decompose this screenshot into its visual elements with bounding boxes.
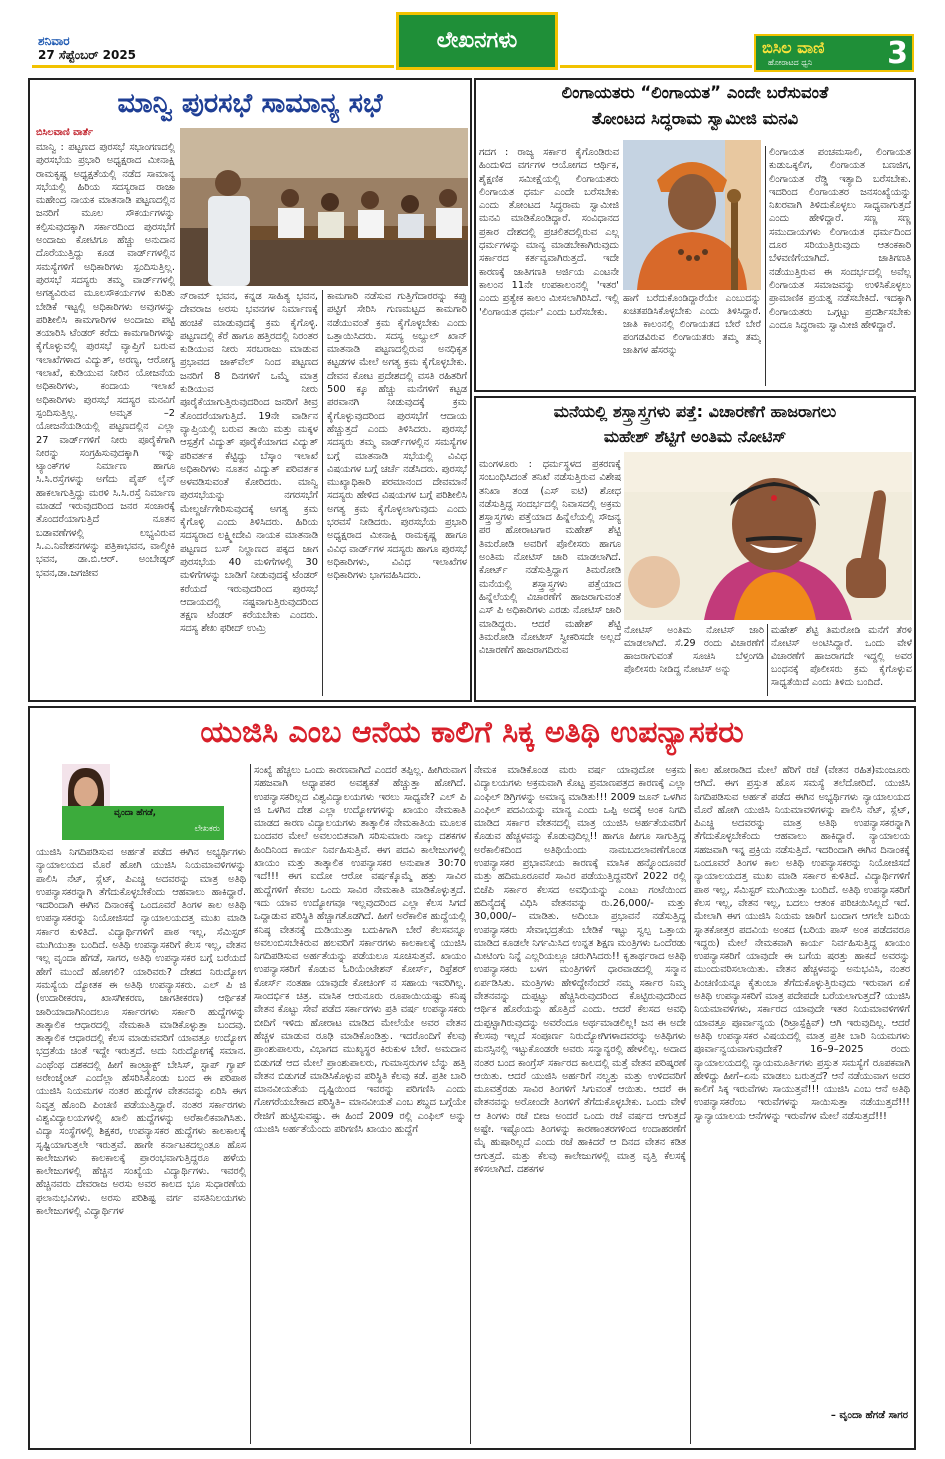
story-lingayat-col3: ಲಿಂಗಾಯತ ಪಂಚಮಸಾಲಿ, ಲಿಂಗಾಯತ ಕುಡುಒಕ್ಕಲಿಗ, ಲಿಂಗಾಯತ ಬಣಜಿಗ, ಲಿಂಗಾಯತ ರೆಡ್ಡಿ ಇತ್ಯಾದಿ ಬರೆಸಬೇಕು. ಇದರಿಂದ ಲಿಂಗಾಯತರ ಜನಸಂಖ್ಯೆಯನ್ನು ನಿಖರವಾಗಿ ತಿಳಿದುಕೊಳ್ಳಲು ಸಾಧ್ಯವಾಗುತ್ತದೆ ಎಂದು ಹೇಳಿದ್ದಾರೆ. ಸಣ್ಣ ಸಣ್ಣ ಸಮುದಾಯಗಳು ಲಿಂಗಾಯತ ಧರ್ಮದಿಂದ ದೂರ ಸರಿಯುತ್ತಿರುವುದು ಆತಂಕಕಾರಿ ಬೆಳವಣಿಗೆಯಾಗಿದೆ. ಜಾತಿಗಣತಿ ನಡೆಯುತ್ತಿರುವ ಈ ಸಂದರ್ಭದಲ್ಲಿ ಅವೆಲ್ಲ ಲಿಂಗಾಯತ ಸಮಾಜವನ್ನು ಉಳಿಸಿಕೊಳ್ಳಲು ಪ್ರಾಮಾಣಿಕ ಪ್ರಯತ್ನ ನಡೆಸಬೇಕಿದೆ. ಇದಕ್ಕಾಗಿ ಲಿಂಗಾಯತರು ಒಗ್ಗಟ್ಟು ಪ್ರದರ್ಶಿಸಬೇಕು ಎಂದೂ ಸಿದ್ಧರಾಮ ಸ್ವಾಮೀಜಿ ಹೇಳಿದ್ದಾರೆ. — [769, 147, 911, 331]
column-divider — [250, 764, 251, 1444]
page-header — [0, 0, 945, 78]
column-divider — [767, 624, 768, 696]
story-manvi-col2: ನ್‌ರಾಮ್ ಭವನ, ಕನ್ನಡ ಸಾಹಿತ್ಯ ಭವನ, ದೇವರಾಜ ಅರಸು ಭವನಗಳ ನಿರ್ಮಾಣಕ್ಕೆ ಹಂಚಿಕೆ ಮಾಡುವುದಕ್ಕೆ ಕ್ರಮ ಕೈಗೊಳ್ಳಿ. ಪಟ್ಟಣದಲ್ಲಿ ಕೆರೆ ಹಾಗೂ ಹತ್ತಿರದಲ್ಲಿ ನಿರಂತರ ಕುಡಿಯುವ ನೀರು ಸರಬರಾಜು ಮಾಡುವ ಪ್ರಭಾವದ ಜಾಕ್‌ವೆಲ್ ನಿಂದ ಪಟ್ಟಣದ ಜನರಿಗೆ 8 ದಿನಗಳಿಗೆ ಒಮ್ಮೆ ಮಾತ್ರ ಕುಡಿಯುವ ನೀರು ಪೂರೈಕೆಯಾಗುತ್ತಿರುವುದರಿಂದ ಜನರಿಗೆ ತೀವ್ರ ತೊಂದರೆಯಾಗುತ್ತಿದೆ. 19ನೇ ವಾರ್ಡಿನ ವ್ಯಾಪ್ತಿಯಲ್ಲಿ ಬರುವ ತಾಯಿ ಮತ್ತು ಮಕ್ಕಳ ಆಸ್ಪತ್ರೆಗೆ ವಿದ್ಯುತ್ ಪೂರೈಕೆಯಾಗದ ವಿದ್ಯುತ್ ಪರಿವರ್ತಕ ಕೆಟ್ಟಿದ್ದು ಬೆಸ್ಕಾಂ ಇಲಾಖೆ ಅಧಿಕಾರಿಗಳು ನೂತನ ವಿದ್ಯುತ್ ಪರಿವರ್ತಕ ಅಳವಡಿಸುವಂತೆ ಕೋರಿದರು. ಮಾನ್ವಿ ಪುರಸಭೆಯನ್ನು ನಗರಸಭೆಗೆ ಮೇಲ್ದರ್ಜೆಗೇರಿಸುವುದಕ್ಕೆ ಅಗತ್ಯ ಕ್ರಮ ಕೈಗೊಳ್ಳಿ ಎಂದು ತಿಳಿಸಿದರು. ಹಿರಿಯ ಸದಸ್ಯರಾದ ಲಕ್ಷ್ಮೀದೇವಿ ನಾಯಕ ಮಾತನಾಡಿ ಪಟ್ಟಣದ ಬಸ್ ನಿಲ್ದಾಣದ ಪಕ್ಕದ ಜಾಗ ಪುರಸಭೆಯ 40 ಮಳಿಗೆಗಳಲ್ಲಿ 30 ಮಳಿಗೆಗಳನ್ನು ಬಾಡಿಗೆ ನೀಡುವುದಕ್ಕೆ ಟೆಂಡರ್ ಕರೆಯದೆ ಇರುವುದರಿಂದ ಪುರಸಭೆ ಆದಾಯದಲ್ಲಿ ನಷ್ಟವಾಗುತ್ತಿರುವುದರಿಂದ ತಕ್ಷಣ ಟೆಂಡರ್ ಕರೆಯಬೇಕು ಎಂದರು. ಸದಸ್ಯ ಶೇಖ ಫರೀದ್ ಉಮ್ರಿ — [180, 291, 318, 635]
mahesh-shetty-photo — [624, 452, 912, 620]
story-ugc-col2: ಸಂಖ್ಯೆ ಹೆಚ್ಚಲು ಒಂದು ಕಾರಣವಾಗಿದೆ ಎಂದರೆ ತಪ್ಪಿಲ್ಲ. ಹೀಗಿರುವಾಗ ಸಹಜವಾಗಿ ಅಧ್ಯಾಪಕರ ಅವಶ್ಯಕತೆ ಹೆಚ್ಚುತ್ತಾ ಹೋಗಿದೆ. ಉಪನ್ಯಾಸಕರಿಲ್ಲದ ವಿಶ್ವವಿದ್ಯಾಲಯಗಳು ಇರಲು ಸಾಧ್ಯವೇ? ಎಲ್ ಪಿ ಜಿ ಒಳಗಿನ ದೇಶ ಎಲ್ಲಾ ಉದ್ಯೋಗಗಳನ್ನು ಖಾಯಂ ನೇಮಕಾತಿ ಮಾಡದ ಕಾರಣ ವಿದ್ಯಾಲಯಗಳು ತಾತ್ಕಾಲಿಕ ನೇಮಕಾತಿಯ ಮೂಲಕ ಬಂದವರ ಮೇಲೆ ಅವಲಂಬಿತವಾಗಿ ಸರಿಸುಮಾರು ನಾಲ್ಕು ದಶಕಗಳ ಹಿಂದಿನಿಂದ ಕಾರ್ಯ ನಿರ್ವಹಿಸುತ್ತಿವೆ. ಈಗ ಪದವಿ ಕಾಲೇಜುಗಳಲ್ಲಿ ಖಾಯಂ ಮತ್ತು ತಾತ್ಕಾಲಿಕ ಉಪನ್ಯಾಸಕರ ಅನುಪಾತ 30:70 ಇದೆ!!! ಈಗ ಐದೋ ಆರೋ ವರ್ಷಕ್ಕೊಮ್ಮೆ ಹತ್ತು ಸಾವಿರ ಹುದ್ದೆಗಳಿಗೆ ಕೇವಲ ಒಂದು ಸಾವಿರ ನೇಮಕಾತಿ ಮಾಡಿಕೊಳ್ಳುತ್ತದೆ. ಇದು ಯಾವ ಉದ್ಯೋಗವೂ ಇಲ್ಲವುದರಿಂದ ಎಲ್ಲಾ ಕೆಲಸ ಸಿಗದೆ ಒದ್ದಾಡುವ ಪರಿಸ್ಥಿತಿ ಹೆಚ್ಚಾಗತೊಡಗಿದೆ. ಹೀಗೆ ಅರೆಕಾಲಿಕ ಹುದ್ದೆಯಲ್ಲಿ ಕನಿಷ್ಠ ವೇತನಕ್ಕೆ ದುಡಿಯುತ್ತಾ ಬದುಕಿಗಾಗಿ ಬೇರೆ ಕೆಲಸವನ್ನೂ ಅವಲಂಬಿಸಬೇಕಿರುವ ಹಲವರಿಗೆ ಸರ್ಕಾರಗಳು ಕಾಲಕಾಲಕ್ಕೆ ಯುಜಿಸಿ ನಿಗದಿಪಡಿಸುವ ಅರ್ಹತೆಯನ್ನು ಪಡೆಯಲೂ ಸೂಚಿಸುತ್ತವೆ. ಖಾಯಂ ಉಪನ್ಯಾಸಕರಿಗೆ ಕೊಡುವ ಓರಿಯೆಂಟೇಶನ್ ಕೋರ್ಸ್, ರಿಫ್ರೆಶರ್ ಕೋರ್ಸ್ ನಂತಹಾ ಯಾವುದೇ ಕೋಚಿಂಗ್ ನ ಸಹಾಯ ಇವರಿಗಿಲ್ಲ. ಸಾಂದರ್ಭಿಕ ಚಿತ್ರ. ಮಾಸಿಕ ಆರುನೂರು ರೂಪಾಯಿಯಷ್ಟು ಕನಿಷ್ಠ ವೇತನ ಕೊಟ್ಟು ಸೇವೆ ಪಡೆದ ಸರ್ಕಾರಗಳು ಪ್ರತಿ ವರ್ಷ ಉಪನ್ಯಾಸಕರು ಬೀದಿಗೆ ಇಳಿದು ಹೋರಾಟ ಮಾಡಿದ ಮೇಲೆಯೇ ಅವರ ವೇತನ ಹೆಚ್ಚಳ ಮಾಡುವ ರೂಢಿ ಮಾಡಿಕೊಂಡಿತ್ತು. ಇದರೊಂದಿಗೆ ಕೆಲವು ಪ್ರಾಂಶುಪಾಲರು, ವಿಭಾಗದ ಮುಖ್ಯಸ್ಥರ ಕಿರುಕುಳ ಬೇರೆ. ಅಮದಾನ ಬಿಡುಗಡೆ ಆದ ಮೇಲೆ ಪ್ರಾಂಶುಪಾಲರು, ಗುಮಾಸ್ತರುಗಳ ಬೆನ್ನು ಹತ್ತಿ ವೇತನ ಬಿಡುಗಡೆ ಮಾಡಿಸಿಕೊಳ್ಳುವ ಪರಿಸ್ಥಿತಿ ಕೆಲವು ಕಡೆ. ಪ್ರತೀ ಬಾರಿ ಮಾನವೀಯತೆಯ ದೃಷ್ಟಿಯಿಂದ ಇವರನ್ನು ಪರಿಗಣಿಸಿ ಎಂದು ಗೋಗರೆಯಬೇಕಾದ ಪರಿಸ್ಥಿತಿ– ಮಾನವೀಯತೆ ಎಂಬ ಶಬ್ದದ ಬಗ್ಗೆಯೇ ರೇಜಿಗೆ ಹುಟ್ಟಿಸುವಷ್ಟು. ಈ ಹಿಂದೆ 2009 ರಲ್ಲಿ ಎಂಫಿಲ್ ಅನ್ನು ಯುಜಿಸಿ ಅರ್ಹತೆಯೆಂದು ಪರಿಗಣಿಸಿ ಖಾಯಂ ಹುದ್ದೆಗೆ — [254, 765, 466, 1136]
story-mahesh-headline-1: ಮನೆಯಲ್ಲಿ ಶಸ್ತ್ರಾಸ್ತ್ರಗಳು ಪತ್ತೆ: ವಿಚಾರಣೆಗೆ ಹಾಜರಾಗಲು — [553, 402, 837, 421]
column-divider — [690, 764, 691, 1444]
brand-name: ಬಿಸಿಲ ವಾಣಿ — [762, 38, 825, 57]
story-lingayat-col2: ಹಾಗೆ ಬರೆದುಕೊಂಡಿದ್ದಾರೆಯೇ ಎಂಬುದನ್ನು ಖಚಿತಪಡಿಸಿಕೊಳ್ಳಬೇಕು ಎಂದು ತಿಳಿಸಿದ್ದಾರೆ. ಜಾತಿ ಕಾಲಂನಲ್ಲಿ ಲಿಂಗಾಯತದ ಬೇರೆ ಬೇರೆ ಪಂಗಡವಿರುವ ಲಿಂಗಾಯತರು ತಮ್ಮ ತಮ್ಮ ಜಾತಿಗಳ ಹೆಸರನ್ನು — [623, 293, 761, 356]
story-ugc-col4: ಕಾಲ ಹೋರಾಡಿದ ಮೇಲೆ ಹೆರಿಗೆ ರಜೆ (ವೇತನ ರಹಿತ)ಮಂಜೂರು ಆಗಿದೆ. ಈಗ ಪ್ರಸ್ತುತ ಹೊಸ ಸಮಸ್ಯೆ ತಲೆದೋರಿದೆ. ಯುಜಿಸಿ ನಿಗದಿಪಡಿಸುವ ಅರ್ಹತೆ ಪಡೆದ ಈಗಿನ ಅಭ್ಯರ್ಥಿಗಳು ನ್ಯಾಯಾಲಯದ ಮೊರೆ ಹೋಗಿ ಯುಜಿಸಿ ನಿಯಮಾವಳಿಗಳನ್ನು ಪಾಲಿಸಿ ನೆಟ್, ಸ್ಲೆಟ್, ಪಿಎಚ್ಡಿ ಅದವರನ್ನು ಮಾತ್ರ ಅತಿಥಿ ಉಪನ್ಯಾಸಕರನ್ನಾಗಿ ತೆಗೆದುಕೊಳ್ಳಬೇಕೆಂದು ಆಹವಾಲು ಹಾಕಿದ್ದಾರೆ. ನ್ಯಾಯಾಲಯ ಸಹಜವಾಗಿ ಇನ್ನ ಪ್ರಕ್ರಿಯ ನಡೆಸುತ್ತಿದೆ. ಇದರಿಂದಾಗಿ ಈಗಿನ ದಿನಾಂಕಕ್ಕೆ ಒಂದೂವರೆ ತಿಂಗಳ ಕಾಲ ಅತಿಥಿ ಉಪನ್ಯಾಸಕರನ್ನು ನಿಯೋಜಿಸದೆ ನ್ಯಾಯಾಲಯದತ್ತ ಮುಖ ಮಾಡಿ ಸರ್ಕಾರ ಕುಳಿತಿದೆ. ವಿದ್ಯಾರ್ಥಿಗಳಿಗೆ ಪಾಠ ಇಲ್ಲ, ಸೆಮಿಸ್ಟರ್ ಮುಗಿಯುತ್ತಾ ಬಂದಿದೆ. ಅತಿಥಿ ಉಪನ್ಯಾಸಕರಿಗೆ ಕೆಲಸ ಇಲ್ಲ, ವೇತನ ಇಲ್ಲ, ಬದಲು ಆತಂಕ ಪರಿಚಯಿಸಿಲ್ಲದೆ ಇದೆ. ಮೇಲಾಗಿ ಈಗ ಯುಜಿಸಿ ನಿಯಮ ಜಾರಿಗೆ ಬಂದಾಗ ಆಗಲೇ ಬರಿಯ ಸ್ನಾತಕೋತ್ತರ ಪದವಿಯ ಅಂಕದ (ಬರಿಯ ಪಾಸ್ ಅಂಕ ಪಡೆದವರೂ ಇದ್ದರು) ಮೇಲೆ ನೇಮಕವಾಗಿ ಕಾರ್ಯ ನಿರ್ವಹಿಸುತ್ತಿದ್ದ ಖಾಯಂ ಉಪನ್ಯಾಸಕರಿಗೆ ಯಾವುದೇ ಈ ಬಗೆಯ ಷರತ್ತು ಹಾಕದೆ ಅವರನ್ನು ಮುಂದುವರಿಸಲಾಯಿತು. ವೇತನ ಹೆಚ್ಚಳವನ್ನು ಅನುಭವಿಸಿ, ನಂತರ ಪಿಂಚಣಿಯನ್ನೂ ಕೈತುಂಬಾ ತೆಗೆದುಕೊಳ್ಳುತ್ತಿರುವುದು ಇರುವಾಗ ಏಕೆ ಅತಿಥಿ ಉಪನ್ಯಾಸಕರಿಗೆ ಮಾತ್ರ ಪದೇಪದೇ ಬರೆಯಲಾಗುತ್ತದೆ? ಯುಜಿಸಿ ನಿಯಮಾವಳಿಗಳು, ಸರ್ಕಾರದ ಯಾವುದೇ ಇತರ ನಿಯಮಾವಳಿಗಳಿಗೆ ಯಾವತ್ತೂ ಪೂರ್ವಾನ್ವಯ (ರಿಟ್ರಾಸ್ಪೆಕ್ಟಿವ್) ಆಗಿ ಇರುವುದಿಲ್ಲ. ಆದರೆ ಅತಿಥಿ ಉಪನ್ಯಾಸಕರ ವಿಷಯದಲ್ಲಿ ಮಾತ್ರ ಪ್ರತೀ ಬಾರಿ ನಿಯಮಗಳು ಪೂರ್ವಾನ್ವಯವಾಗುವುದೇಕೆ? 16–9–2025 ರಂದು ನ್ಯಾಯಾಲಯದಲ್ಲಿ ನ್ಯಾಯಮೂರ್ತಿಗಳು ಪ್ರಸ್ತುತ ಸಮಸ್ಯೆಗೆ ರೂಪಕವಾಗಿ ಹೇಳಿದ್ದು ಹೀಗೆ–ಏನು ಮಾಡಲು ಬರುತ್ತದೆ? ಆನೆ ನಡೆಯುವಾಗ ಅದರ ಕಾಲಿಗೆ ಸಿಕ್ಕ ಇರುವೆಗಳು ಸಾಯುತ್ತವೆ!!! ಯುಜಿಸಿ ಎಂಬ ಆನೆ ಅತಿಥಿ ಉಪನ್ಯಾಸಕರೆಂಬ ಇರುವೆಗಳನ್ನು ಸಾಯಿಸುತ್ತಾ ನಡೆಯುತ್ತದೆ!!!ಸ್ವಾನ್ಯಾಯಾಲಯ ಆನೆಗಳನ್ನು ಇರುವೆಗಳ ಮೇಲೆ ನಡೆಸುತ್ತದೆ!!! — [694, 765, 910, 1122]
story-lingayat-col1: ಗದಗ : ರಾಜ್ಯ ಸರ್ಕಾರ ಕೈಗೊಂಡಿರುವ ಹಿಂದುಳಿದ ವರ್ಗಗಳ ಆಯೋಗದ ಆರ್ಥಿಕ, ಶೈಕ್ಷಣಿಕ ಸಮೀಕ್ಷೆಯಲ್ಲಿ ಲಿಂಗಾಯತರು ಲಿಂಗಾಯತ ಧರ್ಮ ಎಂದೇ ಬರೆಸಬೇಕು ಎಂದು ತೋಂಟದ ಸಿದ್ಧರಾಮ ಸ್ವಾಮೀಜಿ ಮನವಿ ಮಾಡಿಕೊಂಡಿದ್ದಾರೆ. ಸಂವಿಧಾನದ ಪ್ರಕಾರ ದೇಶದಲ್ಲಿ ಪ್ರಚಲಿತದಲ್ಲಿರುವ ಎಲ್ಲ ಧರ್ಮಗಳನ್ನು ಮಾನ್ಯ ಮಾಡಬೇಕಾಗಿರುವುದು ಸರ್ಕಾರದ ಕರ್ತವ್ಯವಾಗಿರುತ್ತದೆ. ಇದೇ ಕಾರಣಕ್ಕೆ ಜಾತಿಗಣತಿ ಅರ್ಜಿಯ ಎಂಟನೇ ಕಾಲಂನ 11ನೇ ಉಪಕಾಲಂನಲ್ಲಿ 'ಇತರ' ಎಂದು ಪ್ರತ್ಯೇಕ ಕಾಲಂ ಮೀಸಲಾಗಿರಿಸಿದೆ. ಇಲ್ಲಿ 'ಲಿಂಗಾಯತ ಧರ್ಮ' ಎಂದು ಬರೆಸಬೇಕು. — [479, 147, 619, 318]
column-divider — [765, 146, 766, 386]
header-rule-right — [560, 65, 752, 68]
story-lingayat-headline-1: ಲಿಂಗಾಯತರು “ಲಿಂಗಾಯತ” ಎಂದೇ ಬರೆಸುವಂತೆ — [561, 83, 829, 102]
column-divider — [470, 764, 471, 1444]
issue-date-text: 27 ಸೆಪ್ಟೆಂಬರ್ 2025 — [38, 48, 137, 62]
author-name: ವೃಂದಾ ಹೆಗಡೆ, — [114, 808, 157, 818]
page-number: 3 — [887, 36, 908, 71]
author-role: ಲೇಖಕರು — [194, 824, 220, 834]
section-title: ಲೇಖನಗಳು — [396, 12, 558, 70]
brand-tagline: ಹೋರಾಟದ ಧ್ವನಿ — [768, 58, 813, 67]
issue-date — [38, 34, 136, 62]
swamiji-photo — [623, 140, 761, 290]
story-mahesh-col2: ನೋಟಿಸ್ ಅಂತಿಮ ನೋಟಿಸ್ ಜಾರಿ ಮಾಡಲಾಗಿದೆ. ಸೆ.29 ರಂದು ವಿಚಾರಣೆಗೆ ಹಾಜರಾಗುವಂತೆ ಸೂಚಿಸಿ ಬೆಳ್ತಂಗಡಿ ಪೊಲೀಸರು ನೀಡಿದ್ದ ನೋಟಿಸ್ ಅನ್ನು — [624, 625, 764, 675]
story-ugc-col1: ಯುಜಿಸಿ ನಿಗದಿಪಡಿಸುವ ಅರ್ಹತೆ ಪಡೆದ ಈಗಿನ ಅಭ್ಯರ್ಥಿಗಳು ನ್ಯಾಯಾಲಯದ ಮೊರೆ ಹೋಗಿ ಯುಜಿಸಿ ನಿಯಮಾವಳಿಗಳನ್ನು ಪಾಲಿಸಿ ನೆಟ್, ಸ್ಲೆಟ್, ಪಿಎಚ್ಡಿ ಅದವರನ್ನು ಮಾತ್ರ ಅತಿಥಿ ಉಪನ್ಯಾಸಕರನ್ನಾಗಿ ತೆಗೆದುಕೊಳ್ಳಬೇಕೆಂದು ಆಹವಾಲು ಹಾಕಿದ್ದಾರೆ. ಇದರಿಂದಾಗಿ ಈಗಿನ ದಿನಾಂಕಕ್ಕೆ ಒಂದೂವರೆ ತಿಂಗಳ ಕಾಲ ಅತಿಥಿ ಉಪನ್ಯಾಸಕರನ್ನು ನಿಯೋಜಿಸದೆ ನ್ಯಾಯಾಲಯದತ್ತ ಮುಖ ಮಾಡಿ ಸರ್ಕಾರ ಕುಳಿತಿದೆ. ವಿದ್ಯಾರ್ಥಿಗಳಿಗೆ ಪಾಠ ಇಲ್ಲ, ಸೆಮಿಸ್ಟರ್ ಮುಗಿಯುತ್ತಾ ಬಂದಿದೆ. ಅತಿಥಿ ಉಪನ್ಯಾಸಕರಿಗೆ ಕೆಲಸ ಇಲ್ಲ, ವೇತನ ಇಲ್ಲ ವೃಂದಾ ಹೆಗಡೆ, ಸಾಗರ, ಅತಿಥಿ ಉಪನ್ಯಾಸಕರ ಬಗ್ಗೆ ಬರೆಯದೆ ಹೇಗೆ ಮುಂದೆ ಹೋಗಲಿ? ಯಾರಿವರು? ದೇಶದ ನಿರುದ್ಯೋಗ ಸಮಸ್ಯೆಯ ದ್ಯೋತಕ ಈ ಅತಿಥಿ ಉಪನ್ಯಾಸಕರು. ಎಲ್ ಪಿ ಜಿ (ಉದಾರೀಕರಣ, ಖಾಸಗೀಕರಣ, ಜಾಗತೀಕರಣ) ಆರ್ಥಿಕತೆ ಜಾರಿಯಾದಾಗಿನಿಂದಲೂ ಸರ್ಕಾರಗಳು ಸರ್ಕಾರಿ ಹುದ್ದೆಗಳನ್ನು ತಾತ್ಕಾಲಿಕ ಆಧಾರದಲ್ಲಿ ನೇಮಕಾತಿ ಮಾಡಿಕೊಳ್ಳುತ್ತಾ ಬಂದವು. ತಾತ್ಕಾಲಿಕ ಆಧಾರದಲ್ಲಿ ಕೆಲಸ ಮಾಡುವವರಿಗೆ ಯಾವತ್ತೂ ಉದ್ಯೋಗ ಭದ್ರತೆಯ ಚಿಂತೆ ಇದ್ದೇ ಇರುತ್ತದೆ. ಅದು ನಿರುದ್ಯೋಗಕ್ಕೆ ಸಮಾನ. ಎಂಥೆಂಥ ದಶಕದಲ್ಲಿ ಹೀಗೆ ಕಾಂಟ್ರ್ಯಾಕ್ಟ್ ಬೇಸಿಸ್, ಸ್ಟಾಪ್ ಗ್ಯಾಪ್ ಅರೇಂಜ್ಮೆಂಟ್ ಎಂದೆಲ್ಲಾ ಹೆಸರಿಸಿಕೊಂಡು ಬಂದ ಈ ಪರಿಪಾಠ ಯುಜಿಸಿ ನಿಯಮಗಳ ನಂತರ ಹುದ್ದೆಗಳ ವೇತನವನ್ನು ಏರಿಸಿ ಈಗ ನಿವೃತ್ತ ಹೊಂದಿ ಪಿಂಚಣಿ ಪಡೆಯುತ್ತಿದ್ದಾರೆ. ನಂತರ ಸರ್ಕಾರಗಳು ವಿಶ್ವವಿದ್ಯಾಲಯಗಳಲ್ಲಿ ಖಾಲಿ ಹುದ್ದೆಗಳನ್ನು ಅರೆಕಾಲಿಕವಾಗಿಸಿತು. ವಿದ್ಯಾ ಸಂಸ್ಥೆಗಳಲ್ಲಿ ಶಿಕ್ಷಕರ, ಉಪನ್ಯಾಸಕರ ಹುದ್ದೆಗಳು ಕಾಲಕಾಲಕ್ಕೆ ಸೃಷ್ಟಿಯಾಗುತ್ತಲೇ ಇರುತ್ತವೆ. ಹಾಗೇ ಕರ್ನಾಟಕದಲ್ಲಂತೂ ಹೊಸ ಕಾಲೇಜುಗಳು ಕಾಲಕಾಲಕ್ಕೆ ಪ್ರಾರಂಭವಾಗುತ್ತಿದ್ದರೂ ಹಳೆಯ ಕಾಲೇಜುಗಳಲ್ಲಿ ಹೆಚ್ಚಿನ ಸಂಖ್ಯೆಯ ವಿದ್ಯಾರ್ಥಿಗಳು. ಇವರಲ್ಲಿ ಹೆಚ್ಚಿನವರು ದೇವರಾಜ ಅರಸು ಅವರ ಕಾಲದ ಭೂ ಸುಧಾರಣೆಯ ಫಲಾನುಭವಿಗಳು. ಅರಸು ಪರಿಶಿಷ್ಟ ವರ್ಗ ವಸತಿನಿಲಯಗಳು ಕಾಲೇಜುಗಳಲ್ಲಿ ವಿದ್ಯಾರ್ಥಿಗಳ — [36, 847, 246, 1218]
column-divider — [322, 290, 323, 696]
story-ugc-col3: ನೇಮಕ ಮಾಡಿಕೊಂಡ ಮರು ವರ್ಷ ಯಾವುದೋ ಅಕ್ರಮ ವಿದ್ಯಾಲಯಗಳು ಅಕ್ರಮವಾಗಿ ಕೊಟ್ಟ ಪ್ರಮಾಣಪತ್ರದ ಕಾರಣಕ್ಕೆ ಎಲ್ಲಾ ಎಂಫಿಲ್ ಡಿಗ್ರಿಗಳನ್ನು ಅಮಾನ್ಯ ಮಾಡಿತು!!! 2009 ಜೂನ್ ಒಳಗಿನ ಎಂಫಿಲ್ ಪದವಿಯನ್ನು ಮಾನ್ಯ ಎಂದು ಒಪ್ಪಿ ಅದಕ್ಕೆ ಅಂಕ ನಿಗದಿ ಮಾಡಿದ ಸರ್ಕಾರ ವೇತನದಲ್ಲಿ ಮಾತ್ರ ಯುಜಿಸಿ ಅರ್ಹತೆಯವರಿಗೆ ಕೊಡುವ ಹೆಚ್ಚಳವನ್ನು ಕೊಡುವುದಿಲ್ಲ!! ಹಾಗೂ ಹೀಗೂ ಸಾಗುತ್ತಿದ್ದ ಅರೆಕಾಲಿಕದಿಂದ ಅತಿಥಿಯೆಂದು ನಾಮಬದಲಾವಣೆಗೊಂಡ ಉಪನ್ಯಾಸಕರ ಪ್ರಭಾವನೀಯ ಕಾರಣಕ್ಕೆ ಮಾಸಿಕ ಹನ್ನೊಂದೂವರೆ ಮತ್ತು ಹದಿಮೂರೂವರೆ ಸಾವಿರ ಪಡೆಯುತ್ತಿದ್ದವರಿಗೆ 2022 ರಲ್ಲಿ ಬಿಜೆಪಿ ಸರ್ಕಾರ ಕೆಲಸದ ಅವಧಿಯನ್ನು ಎಂಟು ಗಂಟೆಯಿಂದ ಹದಿನೈದಕ್ಕೆ ವಿಧಿಸಿ ವೇತನವನ್ನು ರು.26,000/- ಮತ್ತು 30,000/– ಮಾಡಿತು. ಅದಿಂಬಾ ಪ್ರಭಾವನೆ ನಡೆಸುತ್ತಿದ್ದ ಉಪನ್ಯಾಸಕರು ಸೇವಾಭದ್ರತೆಯ ಬೇಡಿಕೆ ಇಟ್ಟು ಸ್ವಲ್ಪ ಒತ್ತಾಯ ಮಾಡಿದ ಕೂಡಲೇ ನಿರ್ಗಮಿಸಿದ ಉನ್ನತ ಶಿಕ್ಷಣ ಮಂತ್ರಿಗಳು ಒಂದೆರಡು ಮೀಟಿಂಗು ನಿನ್ನೆ ಎಲ್ಲರಿಯಲ್ಲೂ ಚರುಗಿಸಿದರು!! ಕೃತಾರ್ಥರಾದ ಅತಿಥಿ ಉಪನ್ಯಾಸಕರು ಬಳಗ ಮಂತ್ರಿಗಳಿಗೆ ಧಾರವಾಡದಲ್ಲಿ ಸನ್ಮಾನ ಏರ್ಪಡಿಸಿತು. ಮಂತ್ರಿಗಳು ಹೇಳಿದ್ದೇನೆಂದರೆ ನಮ್ಮ ಸರ್ಕಾರ ನಿಮ್ಮ ವೇತನವನ್ನು ದುಪ್ಪಟ್ಟು ಹೆಚ್ಚಿಸಿರುವುದರಿಂದ ಕೊಟ್ಟಿರುವುದರಿಂದ ಆರ್ಥಿಕ ಹೊರೆಯನ್ನು ಹೊತ್ತಿದೆ ಎಂದು. ಆದರೆ ಕೆಲಸದ ಅವಧಿ ದುಪ್ಪಟ್ಟಾಗಿರುವುದನ್ನು ಅವರೆಂದೂ ಅರ್ಥಮಾಡಲಿಲ್ಲ! ಜನ ಈ ಅದೇ ಕೆಲಸವು ಇಲ್ಲದೆ ಸಂಪೂರ್ಣ ನಿರುದ್ಯೋಗಿಗಳಾದವರನ್ನು ಅತಿಥಿಗಳು ಮನಸ್ಸಿನಲ್ಲಿ ಇಟ್ಟುಕೊಂಡರೇ ಅವರು ಸನ್ಮಾನ್ಯರಲ್ಲಿ ಹೇಳಲಿಲ್ಲ. ಅದಾದ ನಂತರ ಬಂದ ಕಾಂಗ್ರೆಸ್ ಸರ್ಕಾರದ ಕಾಲದಲ್ಲಿ ಮತ್ತೆ ವೇತನ ಪರಿಷ್ಕರಣೆ ಆಯಿತು. ಆದರೆ ಯುಜಿಸಿ ಅರ್ಹರಿಗೆ ನಲ್ವತ್ತು ಮತ್ತು ಉಳಿದವರಿಗೆ ಮೂವತ್ತೆರಡು ಸಾವಿರ ತಿಂಗಳಿಗೆ ಸಿಗುವಂತೆ ಆಯಿತು. ಆದರೆ ಈ ವೇತನವನ್ನು ಅರೋಂದೇ ತಿಂಗಳಿಗೆ ತೆಗೆದುಕೊಳ್ಳಬೇಕು. ಒಂದು ವೇಳೆ ಆ ತಿಂಗಳು ರಜೆ ಬೀಜ ಅಂದರೆ ಒಂದು ರಜೆ ವರ್ಷದ ಆಗುತ್ತದೆ ಅಷ್ಟೇ. ಇಷ್ಟೊಂದು ತಿಂಗಳನ್ನು ಕಾರಣಾಂತರಗಳಿಂದ ಉದಾಹರಣೆಗೆ ಮೈ ಹುಷಾರಿಲ್ಲದೆ ಎಂದು ರಜೆ ಹಾಕಿದರೆ ಆ ದಿನದ ವೇತನ ಕಡಿತ ಆಗುತ್ತದೆ. ಮತ್ತು ಕೆಲವು ಕಾಲೇಜುಗಳಲ್ಲಿ ಮಾತ್ರ ವೃತ್ತಿ ಕೆಲಸಕ್ಕೆ ಕಳಿಸಲಾಗಿದೆ. ದಶಕಗಳ — [474, 765, 686, 1175]
story-manvi-col3: ಕಾಮಗಾರಿ ನಡೆಸುವ ಗುತ್ತಿಗೆದಾರರನ್ನು ಕಪ್ಪು ಪಟ್ಟಿಗೆ ಸೇರಿಸಿ ಗುಣಮಟ್ಟದ ಕಾಮಗಾರಿ ನಡೆಯುವಂತೆ ಕ್ರಮ ಕೈಗೊಳ್ಳಬೇಕು ಎಂದು ಒತ್ತಾಯಿಸಿದರು. ಸದಸ್ಯ ಅಬ್ದುಲ್ ಖಾನ್ ಮಾತನಾಡಿ ಪಟ್ಟಣದಲ್ಲಿರುವ ಅನಧಿಕೃತ ಕಟ್ಟಡಗಳ ಮೇಲೆ ಅಗತ್ಯ ಕ್ರಮ ಕೈಗೊಳ್ಳಬೇಕು. ದೇವನ ಕೋಟ ಪ್ರದೇಶದಲ್ಲಿ ವಸತಿ ರಹಿತರಿಗೆ 500 ಕ್ಕೂ ಹೆಚ್ಚು ಮನೆಗಳಿಗೆ ಕಟ್ಟಡ ಪರವಾನಗಿ ನೀಡುವುದಕ್ಕೆ ಕ್ರಮ ಕೈಗೊಳ್ಳುವುದರಿಂದ ಪುರಸಭೆಗೆ ಆದಾಯ ಹೆಚ್ಚುತ್ತದೆ ಎಂದು ತಿಳಿಸಿದರು. ಪುರಸಭೆ ಸದಸ್ಯರು ತಮ್ಮ ವಾರ್ಡ್‌ಗಳಲ್ಲಿನ ಸಮಸ್ಯೆಗಳ ಬಗ್ಗೆ ಮಾತನಾಡಿ ಸಭೆಯಲ್ಲಿ ವಿವಿಧ ವಿಷಯಗಳ ಬಗ್ಗೆ ಚರ್ಚೆ ನಡೆಸಿದರು. ಪುರಸಭೆ ಮುಖ್ಯಾಧಿಕಾರಿ ಪರಮಾನಂದ ದೇವಮಾನೆ ಸದಸ್ಯರು ಹೇಳಿದ ವಿಷಯಗಳ ಬಗ್ಗೆ ಪರಿಶೀಲಿಸಿ ಅಗತ್ಯ ಕ್ರಮ ಕೈಗೊಳ್ಳಲಾಗುವುದು ಎಂದು ಭರವಸೆ ನೀಡಿದರು. ಪುರಸಭೆಯ ಪ್ರಭಾರಿ ಅಧ್ಯಕ್ಷರಾದ ಮೀನಾಕ್ಷಿ ರಾಮಕೃಷ್ಣ ಹಾಗೂ ವಿವಿಧ ವಾರ್ಡ್‌ಗಳ ಸದಸ್ಯರು ಹಾಗೂ ಪುರಸಭೆ ಅಧಿಕಾರಿಗಳು, ವಿವಿಧ ಇಲಾಖೆಗಳ ಅಧಿಕಾರಿಗಳು ಭಾಗವಹಿಸಿದರು. — [327, 291, 467, 582]
author-box — [62, 764, 224, 844]
story-lingayat-headline-2: ತೋಂಟದ ಸಿದ್ಧರಾಮ ಸ್ವಾಮೀಜಿ ಮನವಿ — [591, 109, 799, 128]
story-mahesh-col1: ಮಂಗಳೂರು : ಧರ್ಮಸ್ಥಳದ ಪ್ರಕರಣಕ್ಕೆ ಸಂಬಂಧಿಸಿದಂತೆ ತನಿಖೆ ನಡೆಸುತ್ತಿರುವ ವಿಶೇಷ ತನಿಖಾ ತಂಡ (ಎಸ್ ಐಟಿ) ಶೋಧ ನಡೆಸುತ್ತಿದ್ದ ಸಂದರ್ಭದಲ್ಲಿ ನಿವಾಸದಲ್ಲಿ ಅಕ್ರಮ ಶಸ್ತ್ರಾಸ್ತ್ರಗಳು ಪತ್ತೆಯಾದ ಹಿನ್ನೆಲೆಯಲ್ಲಿ ಸೌಜನ್ಯ ಪರ ಹೋರಾಟಗಾರ ಮಹೇಶ್ ಶೆಟ್ಟಿ ತಿಮರೋಡಿ ಅವರಿಗೆ ಪೊಲೀಸರು ಹಾಗೂ ಅಂತಿಮ ನೋಟಿಸ್ ಜಾರಿ ಮಾಡಲಾಗಿದೆ. ಕೋರ್ಟ್ ನಡೆಸುತ್ತಿದ್ದಾಗ ತಿಮರೋಡಿ ಮನೆಯಲ್ಲಿ ಶಸ್ತ್ರಾಸ್ತ್ರಗಳು ಪತ್ತೆಯಾದ ಹಿನ್ನೆಲೆಯಲ್ಲಿ ವಿಚಾರಣೆಗೆ ಹಾಜರಾಗುವಂತೆ ಎಸ್ ಪಿ ಅಧಿಕಾರಿಗಳು ಎರಡು ನೋಟಿಸ್ ಜಾರಿ ಮಾಡಿದ್ದರು. ಆದರೆ ಮಹೇಶ್ ಶೆಟ್ಟಿ ತಿಮರೋಡಿ ನೋಟೀಸ್ ಸ್ವೀಕರಿಸದೇ ಅಲ್ಲದೆ ವಿಚಾರಣೆಗೆ ಹಾಜರಾಗದಿರುವ — [479, 459, 621, 657]
story-manvi-byline: ಬಿಸಿಲವಾಣಿ ವಾರ್ತೆ — [36, 127, 93, 138]
story-manvi-col1: ಮಾನ್ವಿ : ಪಟ್ಟಣದ ಪುರಸಭೆ ಸಭಾಂಗಣದಲ್ಲಿ ಪುರಸಭೆಯ ಪ್ರಭಾರಿ ಅಧ್ಯಕ್ಷರಾದ ಮೀನಾಕ್ಷಿ ರಾಮಕೃಷ್ಣ ಅಧ್ಯಕ್ಷತೆಯಲ್ಲಿ ನಡೆದ ಸಾಮಾನ್ಯ ಸಭೆಯಲ್ಲಿ ಹಿರಿಯ ಸದಸ್ಯರಾದ ರಾಜಾ ಮಹೇಂದ್ರ ನಾಯಕ ಮಾತನಾಡಿ ಪಟ್ಟಣದಲ್ಲಿನ ಜನರಿಗೆ ಮೂಲ ಸೌಕರ್ಯಗಳನ್ನು ಕಲ್ಪಿಸುವುದಕ್ಕಾಗಿ ಸರ್ಕಾರದಿಂದ ಪುರಸಭೆಗೆ ಅಂದಾಜು ಕೋಟಿಗೂ ಹೆಚ್ಚು ಅನುದಾನ ದೊರೆಯುತ್ತಿದ್ದು ಕೂಡ ವಾರ್ಡ್‌ಗಳಲ್ಲಿನ ಸಮಸ್ಯೆಗಳಿಗೆ ಅಧಿಕಾರಿಗಳು ಸ್ಪಂದಿಸುತ್ತಿಲ್ಲ. ಪುರಸಭೆ ಸದಸ್ಯರು ತಮ್ಮ ವಾರ್ಡ್‌ಗಳಲ್ಲಿ ಅಗತ್ಯವಿರುವ ಮೂಲಸೌಕರ್ಯಗಳ ಕುರಿತು ಬೇಡಿಕೆ ಇಟ್ಟಲ್ಲಿ ಅಧಿಕಾರಿಗಳು ಅವುಗಳನ್ನು ಪರಿಶೀಲಿಸಿ ಕಾಮಗಾರಿಗಳ ಅಂದಾಜು ಪಟ್ಟಿ ತಯಾರಿಸಿ ಟೆಂಡರ್ ಕರೆದು ಕಾಮಗಾರಿಗಳನ್ನು ಕೈಗೊಳ್ಳುವಲ್ಲಿ ಪುರಸಭೆ ವ್ಯಾಪ್ತಿಗೆ ಬರುವ ಇಲಾಖೆಗಳಾದ ವಿದ್ಯುತ್, ಅರಣ್ಯ, ಆರೋಗ್ಯ ಇಲಾಖೆ, ಕುಡಿಯುವ ನೀರಿನ ಯೋಜನೆಯ ಅಧಿಕಾರಿಗಳು, ಕಂದಾಯ ಇಲಾಖೆ ಅಧಿಕಾರಿಗಳು ಪುರಸಭೆ ಸದಸ್ಯರ ಮನವಿಗೆ ಸ್ಪಂದಿಸುತ್ತಿಲ್ಲ. ಅಮೃತ –2 ಯೋಜನೆಯಡಿಯಲ್ಲಿ ಪಟ್ಟಣದಲ್ಲಿನ ಎಲ್ಲಾ 27 ವಾರ್ಡ್‌ಗಳಿಗೆ ನೀರು ಪೂರೈಕೆಗಾಗಿ ನೀರನ್ನು ಸಂಗ್ರಹಿಸುವುದಕ್ಕಾಗಿ ಇನ್ನು ಟ್ಯಾಂಕ್‌ಗಳ ನಿರ್ಮಾಣ ಹಾಗೂ ಸಿ.ಸಿ.ರಸ್ತೆಗಳನ್ನು ಅಗೆದು ಪೈಪ್ ಲೈನ್ ಹಾಕಲಾಗುತ್ತಿದ್ದು ಮರಳಿ ಸಿ.ಸಿ.ರಸ್ತೆ ನಿರ್ಮಾಣ ಮಾಡದೆ ಇರುವುದರಿಂದ ಜನರ ಸಂಚಾರಕ್ಕೆ ತೊಂದರೆಯಾಗುತ್ತಿದೆ ನೂತನ ಬಡಾವಣೆಗಳಲ್ಲಿ ಲಭ್ಯವಿರುವ ಸಿ.ಎ.ನಿವೇಶನಗಳನ್ನು ಪತ್ರಿಕಾಭವನ, ವಾಲ್ಮೀಕಿ ಭವನ, ಡಾ.ಬಿ.ಆರ್. ಅಂಬೇಡ್ಕರ್ ಭವನ,ಡಾ.ಜಗಜೀವ — [36, 142, 175, 579]
story-mahesh-col3: ಮಹೇಶ್ ಶೆಟ್ಟಿ ತಿಮರೋಡಿ ಮನೆಗೆ ತೆರಳಿ ನೋಟಿಸ್ ಅಂಟಿಸಿದ್ದಾರೆ. ಒಂದು ವೇಳೆ ವಿಚಾರಣೆಗೆ ಹಾಜರಾಗದೇ ಇದ್ದಲ್ಲಿ ಅವರ ಬಂಧನಕ್ಕೆ ಪೊಲೀಸರು ಕ್ರಮ ಕೈಗೊಳ್ಳುವ ಸಾಧ್ಯತೆಯಿದೆ ಎಂದು ತಿಳಿದು ಬಂದಿದೆ. — [771, 625, 912, 688]
masthead-logo — [754, 34, 914, 72]
story-ugc-signoff: – ವೃಂದಾ ಹೆಗಡೆ ಸಾಗರ — [830, 1410, 908, 1421]
story-mahesh-headline-2: ಮಹೇಶ್ ಶೆಟ್ಟಿಗೆ ಅಂತಿಮ ನೋಟಿಸ್ — [603, 427, 787, 446]
issue-day: ಶನಿವಾರ — [38, 34, 70, 48]
council-meeting-photo — [180, 128, 468, 286]
story-manvi-headline: ಮಾನ್ವಿ ಪುರಸಭೆ ಸಾಮಾನ್ಯ ಸಭೆ — [117, 88, 383, 119]
header-rule-left — [32, 65, 394, 68]
story-ugc-headline: ಯುಜಿಸಿ ಎಂಬ ಆನೆಯ ಕಾಲಿಗೆ ಸಿಕ್ಕ ಅತಿಥಿ ಉಪನ್ಯಾಸಕರು — [200, 715, 744, 750]
